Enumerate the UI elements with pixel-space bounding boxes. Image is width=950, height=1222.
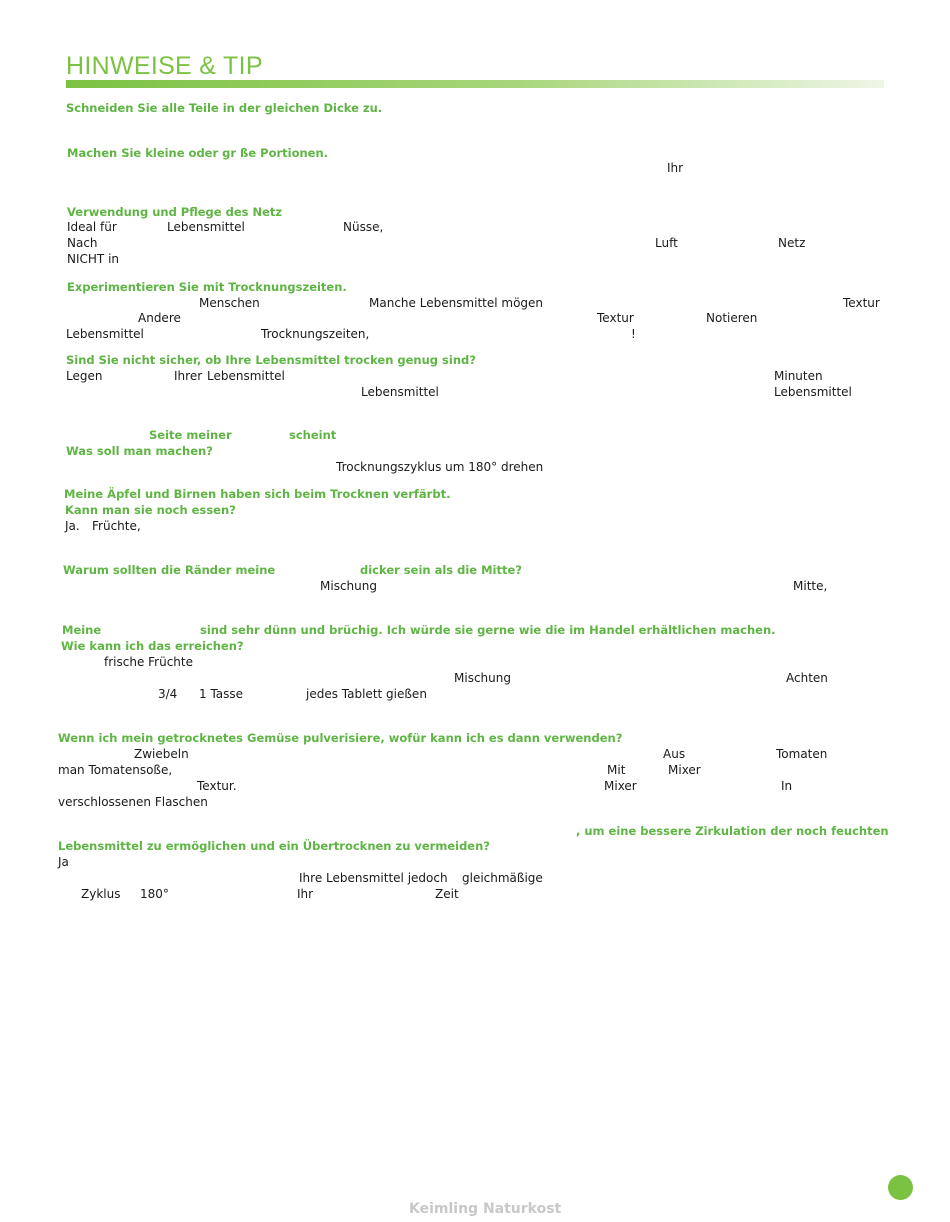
body-fragment: Ja.: [65, 519, 80, 533]
body-fragment: Mixer: [604, 779, 637, 793]
page-title: HINWEISE & TIP: [66, 52, 263, 80]
body-fragment: Manche Lebensmittel mögen: [369, 296, 544, 310]
body-fragment: jedes Tablett gießen: [306, 687, 427, 701]
footer-brand: Keimling Naturkost: [409, 1201, 562, 1217]
section-heading-thin-brittle: sind sehr dünn und brüchig. Ich würde sie gerne wie die im Handel erhältlichen machen.: [200, 623, 776, 637]
body-fragment: Zwiebeln: [134, 747, 189, 761]
section-heading-cut-evenly: Schneiden Sie alle Teile in der gleichen Dicke zu.: [66, 101, 383, 115]
body-fragment: Andere: [138, 311, 181, 325]
body-fragment: Notieren: [706, 311, 758, 325]
body-fragment: Nüsse,: [343, 220, 384, 234]
body-fragment: Tomaten: [776, 747, 828, 761]
section-heading-dry-enough: Sind Sie nicht sicher, ob Ihre Lebensmittel trocken genug sind?: [66, 353, 476, 367]
body-fragment: 180°: [140, 887, 169, 901]
section-heading-fragment: Seite meiner: [149, 428, 232, 442]
body-fragment: Textur: [843, 296, 880, 310]
body-fragment: Aus: [663, 747, 686, 761]
body-fragment: Zyklus: [81, 887, 121, 901]
body-fragment: Textur.: [197, 779, 237, 793]
section-heading-what-to-do: Was soll man machen?: [66, 444, 213, 458]
section-heading-portions: Machen Sie kleine oder gr ße Portionen.: [67, 146, 329, 160]
body-fragment: Mischung: [320, 579, 377, 593]
body-fragment: Minuten: [774, 369, 823, 383]
body-fragment: Legen: [66, 369, 103, 383]
section-heading-fragment: scheint: [289, 428, 337, 442]
page-marker-dot: [888, 1175, 913, 1200]
body-fragment: Achten: [786, 671, 828, 685]
body-fragment: !: [631, 327, 636, 341]
body-fragment: 3/4: [158, 687, 178, 701]
body-fragment: Lebensmittel: [167, 220, 245, 234]
section-heading-net-care: Verwendung und Pflege des Netz: [67, 205, 283, 219]
section-heading-fragment: , um eine bessere Zirkulation der noch feuchten: [576, 824, 889, 838]
body-fragment: In: [781, 779, 793, 793]
body-fragment: man Tomatensoße,: [58, 763, 173, 777]
body-fragment: Lebensmittel: [361, 385, 439, 399]
body-fragment: frische Früchte: [104, 655, 194, 669]
section-heading-fragment: dicker sein als die Mitte?: [360, 563, 522, 577]
body-fragment: Lebensmittel: [207, 369, 285, 383]
body-fragment: Ihr: [297, 887, 314, 901]
section-heading-how-to-achieve: Wie kann ich das erreichen?: [61, 639, 244, 653]
section-heading-fragment: Meine: [62, 623, 102, 637]
section-heading-thicker-edges: Warum sollten die Ränder meine: [63, 563, 276, 577]
section-heading-drying-times: Experimentieren Sie mit Trocknungszeiten.: [67, 280, 347, 294]
section-heading-circulation: Lebensmittel zu ermöglichen und ein Übertrocknen zu vermeiden?: [58, 839, 490, 853]
body-fragment: Lebensmittel: [66, 327, 144, 341]
body-fragment: Menschen: [199, 296, 260, 310]
body-fragment: Mischung: [454, 671, 511, 685]
body-fragment: Ideal für: [67, 220, 117, 234]
body-fragment: Mixer: [668, 763, 701, 777]
body-fragment: Nach: [67, 236, 98, 250]
body-fragment: NICHT in: [67, 252, 120, 266]
body-fragment: Trocknungszeiten,: [261, 327, 370, 341]
section-heading-still-edible: Kann man sie noch essen?: [65, 503, 236, 517]
body-fragment: Ja: [58, 855, 69, 869]
body-fragment: Luft: [655, 236, 678, 250]
body-fragment: 1 Tasse: [199, 687, 244, 701]
section-heading-powdered-vegetables: Wenn ich mein getrocknetes Gemüse pulverisiere, wofür kann ich es dann verwenden?: [58, 731, 623, 745]
body-fragment: verschlossenen Flaschen: [58, 795, 208, 809]
body-fragment: Textur: [597, 311, 634, 325]
body-fragment: Trocknungszyklus um 180° drehen: [336, 460, 544, 474]
body-fragment: Mit: [607, 763, 626, 777]
body-fragment: Mitte,: [793, 579, 828, 593]
body-fragment: Früchte,: [92, 519, 141, 533]
body-fragment: Netz: [778, 236, 806, 250]
section-heading-discolored-fruit: Meine Äpfel und Birnen haben sich beim Trocknen verfärbt.: [64, 487, 451, 501]
body-fragment: Lebensmittel: [774, 385, 852, 399]
body-fragment: gleichmäßige: [462, 871, 543, 885]
body-fragment: Ihr: [667, 161, 684, 175]
body-fragment: Ihre Lebensmittel jedoch: [299, 871, 448, 885]
title-underline-bar: [66, 80, 884, 88]
body-fragment: Ihrer: [174, 369, 203, 383]
body-fragment: Zeit: [435, 887, 459, 901]
